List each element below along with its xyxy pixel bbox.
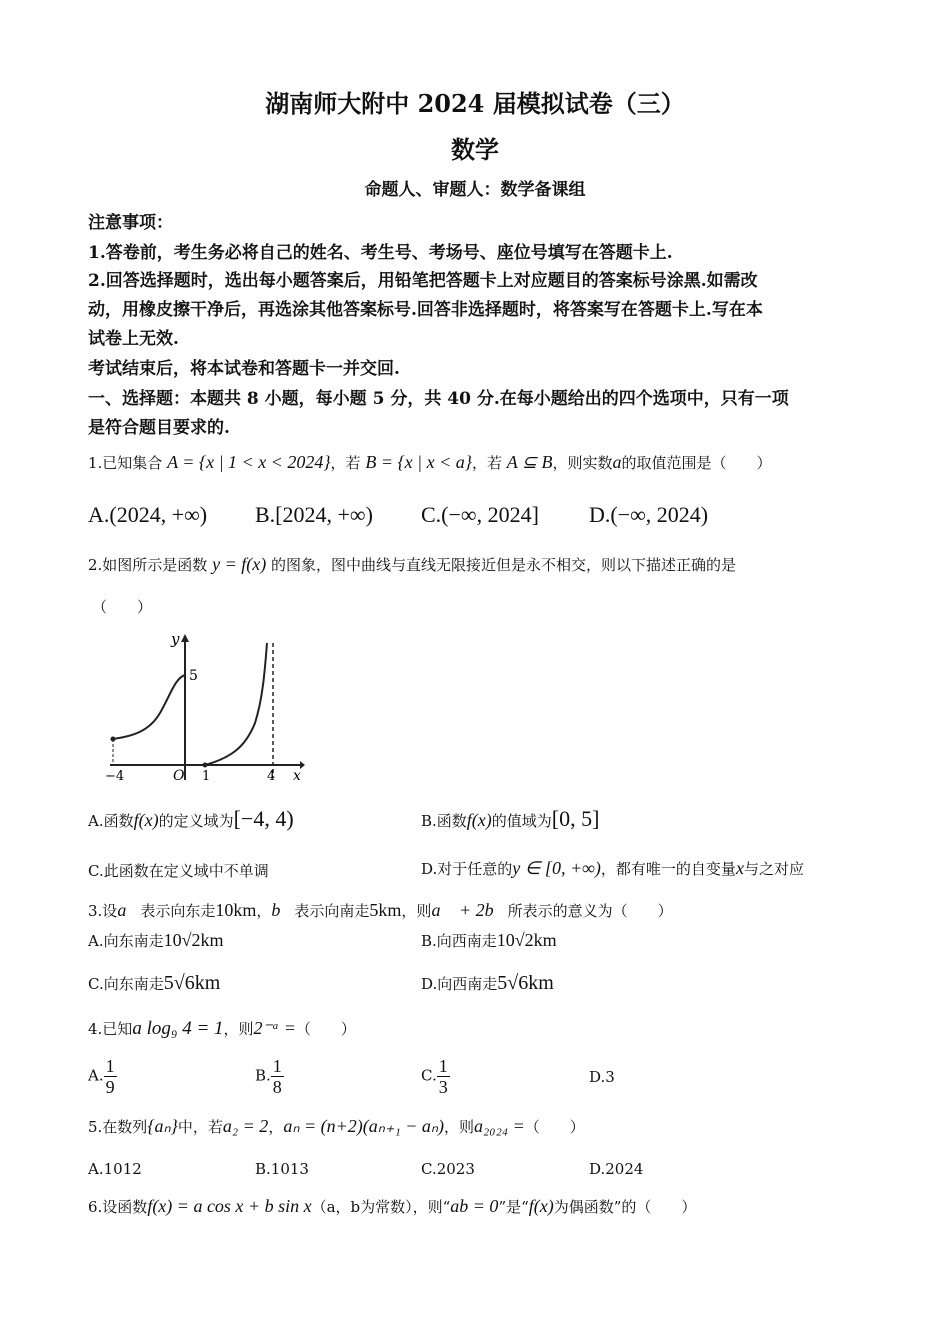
label-neg4: −4 bbox=[105, 769, 125, 784]
function-graph bbox=[105, 628, 305, 788]
q3-option-c[interactable]: C.向东南走5√6km bbox=[88, 972, 221, 994]
question-6-stem: 6.设函数f(x) = a cos x + b sin x（a，b为常数），则“ab = 0”是“f(x)为偶函数”的（ ） bbox=[88, 1196, 697, 1216]
right-curve bbox=[205, 643, 267, 765]
left-curve bbox=[113, 675, 185, 739]
q4-option-b[interactable]: B. $\frac{1}{8}$ bbox=[255, 1056, 282, 1097]
y-arrow-icon bbox=[181, 634, 189, 642]
exam-title: 湖南师大附中 2024 届模拟试卷（三） bbox=[265, 89, 685, 118]
notes-heading: 注意事项： bbox=[88, 213, 173, 233]
q1-option-a[interactable]: A.(2024, +∞) bbox=[88, 502, 208, 527]
y-label: y bbox=[171, 630, 180, 648]
note-1: 1.答卷前，考生务必将自己的姓名、考生号、考场号、座位号填写在答题卡上. bbox=[88, 243, 673, 263]
subset-relation: A ⊆ B bbox=[506, 452, 553, 472]
subject-title: 数学 bbox=[451, 135, 499, 164]
question-2-paren: （ ） bbox=[92, 598, 153, 616]
note-3: 考试结束后，将本试卷和答题卡一并交回. bbox=[88, 359, 400, 379]
note-2-line2: 动，用橡皮擦干净后，再选涂其他答案标号.回答非选择题时，将答案写在答题卡上.写在本 bbox=[88, 300, 763, 320]
q1-option-b[interactable]: B.[2024, +∞) bbox=[255, 502, 373, 527]
q1-option-c[interactable]: C.(−∞, 2024] bbox=[421, 502, 539, 527]
x-label: x bbox=[293, 768, 301, 784]
set-a: A = {x | 1 < x < 2024} bbox=[167, 452, 331, 472]
q4-option-d[interactable]: D.3 bbox=[589, 1068, 615, 1086]
q3-option-a[interactable]: A.向东南走10√2km bbox=[88, 930, 224, 950]
q4-option-c[interactable]: C. $\frac{1}{3}$ bbox=[421, 1056, 448, 1097]
question-3-stem: 3.设a⃗表示向东走10km，b⃗表示向南走5km，则a⃗ + 2b⃗所表示的意义为（ ） bbox=[88, 900, 673, 920]
q3-option-b[interactable]: B.向西南走10√2km bbox=[421, 930, 557, 950]
label-five: 5 bbox=[189, 668, 198, 684]
q5-option-a[interactable]: A.1012 bbox=[88, 1160, 142, 1178]
section-1-line2: 是符合题目要求的. bbox=[88, 418, 230, 438]
function-expr: y = f(x) bbox=[212, 554, 267, 574]
note-2-line1: 2.回答选择题时，选出每小题答案后，用铅笔把答题卡上对应题目的答案标号涂黑.如需改 bbox=[88, 271, 758, 291]
q2-option-b[interactable]: B.函数f(x)的值域为[0, 5] bbox=[421, 806, 600, 831]
q5-option-b[interactable]: B.1013 bbox=[255, 1160, 309, 1178]
authors-line: 命题人、审题人：数学备课组 bbox=[364, 180, 586, 200]
note-2-line3: 试卷上无效. bbox=[88, 329, 179, 349]
set-b: B = {x | x < a} bbox=[365, 452, 472, 472]
q5-option-c[interactable]: C.2023 bbox=[421, 1160, 475, 1178]
question-5-stem: 5.在数列{aₙ}中，若a₂ = 2，aₙ = (n+2)(aₙ₊₁ − aₙ)，则a₂₀₂₄ =（ ） bbox=[88, 1116, 585, 1136]
q3-option-d[interactable]: D.向西南走5√6km bbox=[421, 972, 554, 994]
q1-option-d[interactable]: D.(−∞, 2024) bbox=[589, 502, 709, 527]
label-one: 1 bbox=[202, 769, 211, 784]
q2-option-a[interactable]: A.函数f(x)的定义域为[−4, 4) bbox=[88, 806, 294, 831]
question-1-stem: 1.已知集合 A = {x | 1 < x < 2024}，若 B = {x | x < a}，若 A ⊆ B，则实数a的取值范围是（ ） bbox=[88, 452, 772, 472]
label-origin: O bbox=[173, 768, 185, 784]
q5-option-d[interactable]: D.2024 bbox=[589, 1160, 644, 1178]
question-2-stem: 2.如图所示是函数 y = f(x) 的图象，图中曲线与直线无限接近但是永不相交，则以下描述正确的是 bbox=[88, 554, 737, 574]
q2-option-c[interactable]: C.此函数在定义域中不单调 bbox=[88, 862, 269, 880]
q2-option-d[interactable]: D.对于任意的y ∈ [0, +∞)，都有唯一的自变量x与之对应 bbox=[421, 858, 804, 878]
q4-option-a[interactable]: A. $\frac{1}{9}$ bbox=[88, 1056, 115, 1097]
label-four: 4 bbox=[267, 769, 276, 784]
question-4-stem: 4.已知a log₉ 4 = 1，则2⁻ᵃ =（ ） bbox=[88, 1018, 356, 1039]
section-1-line1: 一、选择题：本题共 8 小题，每小题 5 分，共 40 分.在每小题给出的四个选项中，只有一项 bbox=[88, 389, 789, 409]
